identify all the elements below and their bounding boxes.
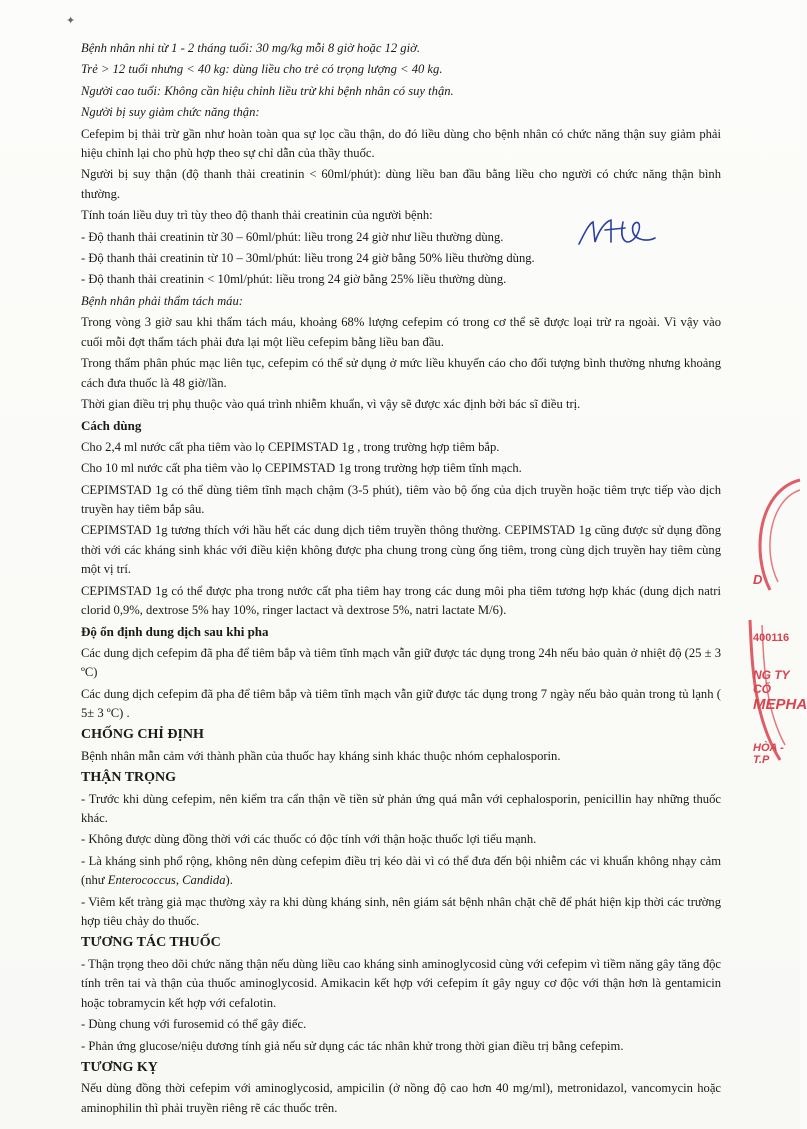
paragraph: - Thận trọng theo dõi chức năng thận nếu dùng liều cao kháng sinh aminoglycosid cùng với cefepim vì tiềm năng gây tăng độc tính trên tai và thận của thuốc aminoglycosid. Amikacin kết hợp với cefepim ít gây nguy cơ độc với thận hơn là gentamicin hoặc tobramycin kết hợp với cefalotin.: [81, 956, 721, 1010]
handwritten-signature-icon: [575, 212, 685, 257]
section-heading: Cách dùng: [81, 418, 142, 434]
section-heading: TƯƠNG TÁC THUỐC: [81, 935, 221, 951]
paragraph: - Trước khi dùng cefepim, nên kiểm tra cẩn thận về tiền sử phản ứng quá mẫn với cephalosporin, penicillin hay những thuốc khác.: [81, 791, 721, 826]
paragraph: - Là kháng sinh phổ rộng, không nên dùng cefepim điều trị kéo dài vì có thể đưa đến bội nhiễm các vi khuẩn không nhạy cảm (như Enterococcus, Candida).: [81, 853, 721, 888]
paragraph: CEPIMSTAD 1g tương thích với hầu hết các dung dịch tiêm truyền thông thường. CEPIMSTAD 1g cũng được sử dụng đồng thời với các kháng sinh khác với điều kiện không được pha chung trong cùng ống tiêm, trong cùng dịch truyền hay tiêm cùng một vị trí.: [81, 523, 721, 577]
stamp-text: NG TY CỔ: [753, 668, 790, 696]
paragraph: - Độ thanh thải creatinin từ 10 – 30ml/phút: liều trong 24 giờ bằng 50% liều thường dùng.: [81, 251, 535, 266]
paragraph: Trẻ > 12 tuổi nhưng < 40 kg: dùng liều cho trẻ có trọng lượng < 40 kg.: [81, 62, 443, 77]
paragraph: Tính toán liều duy trì tùy theo độ thanh thải creatinin của người bệnh:: [81, 208, 433, 223]
paragraph: Cefepim bị thải trừ gần như hoàn toàn qua sự lọc cầu thận, do đó liều dùng cho bệnh nhân có chức năng thận suy giảm phải hiệu chỉnh lại cho phù hợp theo sự chỉ dẫn của thầy thuốc.: [81, 126, 721, 161]
paragraph: Người bị suy giảm chức năng thận:: [81, 105, 260, 120]
paragraph: Cho 10 ml nước cất pha tiêm vào lọ CEPIMSTAD 1g trong trường hợp tiêm tĩnh mạch.: [81, 461, 522, 476]
paragraph: - Độ thanh thải creatinin từ 30 – 60ml/phút: liều trong 24 giờ như liều thường dùng.: [81, 229, 504, 244]
stamp-text: D: [753, 572, 763, 587]
paragraph: Trong vòng 3 giờ sau khi thẩm tách máu, khoảng 68% lượng cefepim có trong cơ thể sẽ được loại trừ ra ngoài. Vì vậy vào cuối mỗi đợt thẩm tách phải đưa lại một liều cefepim bằng liều ban đầu.: [81, 315, 721, 349]
paragraph: - Không được dùng đồng thời với các thuốc có độc tính với thận hoặc thuốc lợi tiểu mạnh.: [81, 832, 537, 847]
paragraph: Các dung dịch cefepim đã pha để tiêm bắp và tiêm tĩnh mạch vẫn giữ được tác dụng trong 24h nếu bảo quản ở nhiệt độ (25 ± 3 ºC): [81, 645, 721, 680]
paragraph: Thời gian điều trị phụ thuộc vào quá trình nhiễm khuẩn, vì vậy sẽ được xác định bởi bác sĩ điều trị.: [81, 396, 581, 411]
section-heading: TƯƠNG KỴ: [81, 1059, 158, 1075]
corner-mark-icon: ✦: [66, 15, 76, 27]
paragraph: Bệnh nhân phải thẩm tách máu:: [81, 293, 243, 308]
paragraph: Người bị suy thận (độ thanh thải creatinin < 60ml/phút): dùng liều ban đầu bằng liều cho người có chức năng thận bình thường.: [81, 167, 721, 201]
section-heading: THẬN TRỌNG: [81, 770, 177, 786]
paragraph: Người cao tuổi: Không cần hiệu chỉnh liều trừ khi bệnh nhân có suy thận.: [81, 83, 454, 98]
section-heading: Độ ổn định dung dịch sau khi pha: [81, 624, 269, 640]
section-heading: CHỐNG CHỈ ĐỊNH: [81, 727, 204, 743]
paragraph: - Độ thanh thải creatinin < 10ml/phút: liều trong 24 giờ bằng 25% liều thường dùng.: [81, 272, 507, 287]
paragraph: Trong thẩm phân phúc mạc liên tục, cefepim có thể sử dụng ở mức liều khuyến cáo cho đối tượng bình thường nhưng khoảng cách đưa thuốc là 48 giờ/lần.: [81, 356, 721, 390]
paragraph: CEPIMSTAD 1g có thể dùng tiêm tĩnh mạch chậm (3-5 phút), tiêm vào bộ ống của dịch truyền hoặc tiêm trực tiếp vào dịch truyền hay tiêm bắp sâu.: [81, 482, 721, 516]
paragraph: - Viêm kết tràng giả mạc thường xảy ra khi dùng kháng sinh, nên giám sát bệnh nhân chặt chẽ để phát hiện kịp thời các trường hợp tiêu chảy do thuốc.: [81, 894, 721, 929]
paragraph: Bệnh nhân mẫn cảm với thành phần của thuốc hay kháng sinh khác thuộc nhóm cephalosporin.: [81, 748, 561, 763]
document-body: [81, 39, 721, 1120]
paragraph: Các dung dịch cefepim đã pha để tiêm bắp và tiêm tĩnh mạch vẫn giữ được tác dụng trong 7 ngày nếu bảo quản trong tủ lạnh ( 5± 3 ºC) .: [81, 686, 721, 720]
stamp-text: MEPHA: [753, 696, 807, 713]
paragraph: Cho 2,4 ml nước cất pha tiêm vào lọ CEPIMSTAD 1g , trong trường hợp tiêm bắp.: [81, 439, 500, 454]
paragraph: Bệnh nhân nhi từ 1 - 2 tháng tuổi: 30 mg/kg mỗi 8 giờ hoặc 12 giờ.: [81, 41, 420, 55]
paragraph: - Dùng chung với furosemid có thể gây điếc.: [81, 1017, 307, 1032]
paragraph: - Phản ứng glucose/niệu dương tính giả nếu sử dụng các tác nhân khử trong thời gian điều trị bằng cefepim.: [81, 1038, 624, 1053]
stamp-text: HÒA - T.P: [753, 742, 784, 766]
stamp-text: 400116: [753, 632, 790, 644]
paragraph: Nếu dùng đồng thời cefepim với aminoglycosid, ampicilin (ở nồng độ cao hơn 40 mg/ml), metronidazol, vancomycin hoặc aminophilin thì phải truyền riêng rẽ các thuốc trên.: [81, 1081, 721, 1115]
paragraph: CEPIMSTAD 1g có thể được pha trong nước cất pha tiêm hay trong các dung môi pha tiêm tương hợp khác (dung dịch natri clorid 0,9%, dextrose 5% hay 10%, ringer lactact và dextrose 5%, natri lactate M/6).: [81, 583, 721, 617]
